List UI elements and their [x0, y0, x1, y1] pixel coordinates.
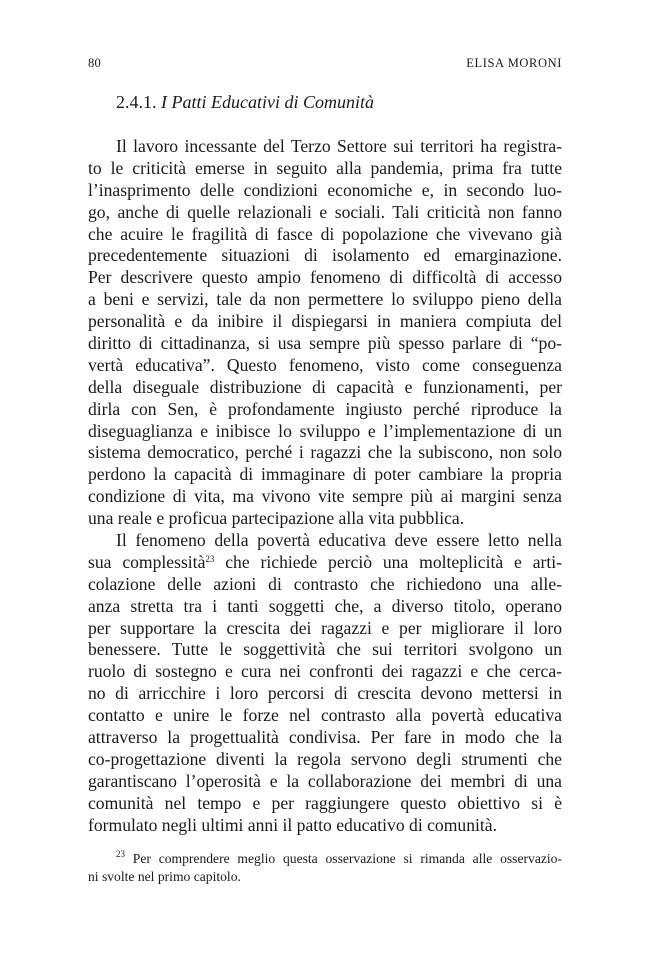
text-line: comunità nel tempo e per raggiungere questo obiettivo si è	[88, 792, 562, 813]
text-line: una reale e proficua partecipazione alla vita pubblica.	[88, 508, 465, 529]
text-line: ruolo di sostegno e cura nei confronti dei ragazzi e che cerca-	[88, 661, 562, 682]
text-line: precedentemente situazioni di isolamento ed emarginazione.	[88, 245, 562, 266]
text-line: l’inasprimento delle condizioni economiche e, in secondo luo-	[88, 179, 562, 200]
section-number: 2.4.1.	[116, 92, 157, 112]
text-line: a beni e servizi, tale da non permettere lo sviluppo pieno della	[88, 289, 562, 310]
footnote-line: ni svolte nel primo capitolo.	[88, 869, 241, 884]
footnote-number: 23	[116, 849, 125, 859]
section-heading	[116, 92, 374, 113]
running-head-author: ELISA MORONI	[466, 56, 562, 70]
section-title: I Patti Educativi di Comunità	[161, 92, 374, 112]
text-line: co-progettazione diventi la regola servono degli strumenti che	[88, 748, 562, 769]
text-line: to le criticità emerse in seguito alla pandemia, prima fra tutte	[88, 157, 562, 178]
text-line: Per descrivere questo ampio fenomeno di difficoltà di accesso	[88, 267, 562, 288]
page-number: 80	[88, 56, 102, 70]
text-fragment: che richiede perciò una molteplicità e arti-	[214, 551, 562, 572]
text-line: personalità e da inibire il dispiegarsi in maniera compiuta del	[88, 311, 562, 332]
paragraph-1	[88, 136, 562, 530]
text-line: perdono la capacità di immaginare di poter cambiare la propria	[88, 464, 562, 485]
text-line: dirla con Sen, è profondamente ingiusto perché riproduce la	[88, 398, 562, 419]
text-line: diritto di cittadinanza, si usa sempre più spesso parlare di “po-	[88, 333, 562, 354]
text-line: attraverso la progettualità condivisa. Per fare in modo che la	[88, 727, 562, 748]
text-line: formulato negli ultimi anni il patto educativo di comunità.	[88, 814, 497, 835]
text-line: che acuire le fragilità di fasce di popolazione che vivevano già	[88, 223, 562, 244]
text-line: Il lavoro incessante del Terzo Settore sui territori ha registra-	[116, 136, 562, 156]
text-line: colazione delle azioni di contrasto che richiedono una alle-	[88, 573, 562, 594]
text-line: vertà educativa”. Questo fenomeno, visto come conseguenza	[88, 354, 562, 375]
footnote-line	[88, 850, 562, 868]
text-line: della diseguale distribuzione di capacità e funzionamenti, per	[88, 376, 562, 397]
text-line: condizione di vita, ma vivono vite sempre più ai margini senza	[88, 486, 562, 507]
text-line-with-note	[88, 552, 562, 574]
text-line: garantiscano l’operosità e la collaborazione dei membri di una	[88, 770, 562, 791]
paragraph-2	[88, 530, 562, 836]
body-text	[88, 136, 562, 837]
text-line: sistema democratico, perché i ragazzi che la subiscono, non solo	[88, 442, 562, 463]
text-line: benessere. Tutte le soggettività che sui territori svolgono un	[88, 639, 562, 660]
text-line: per supportare la crescita dei ragazzi e per migliorare il loro	[88, 617, 562, 638]
text-line: diseguaglianza e inibisce lo sviluppo e l’implementazione di un	[88, 420, 562, 441]
text-line: Il fenomeno della povertà educativa deve essere letto nella	[116, 530, 562, 551]
footnote-text: Per comprendere meglio questa osservazione si rimanda alle osservazio-	[125, 851, 562, 866]
text-line: anza stretta tra i tanti soggetti che, a diverso titolo, operano	[88, 595, 562, 616]
text-line: no di arricchire i loro percorsi di crescita devono mettersi in	[88, 683, 562, 704]
footnote	[88, 850, 562, 886]
text-line: go, anche di quelle relazionali e sociali. Tali criticità non fanno	[88, 201, 562, 222]
text-line: contatto e unire le forze nel contrasto alla povertà educativa	[88, 705, 562, 726]
text-fragment: sua complessità	[88, 551, 206, 572]
footnote-reference[interactable]: 23	[205, 553, 215, 564]
